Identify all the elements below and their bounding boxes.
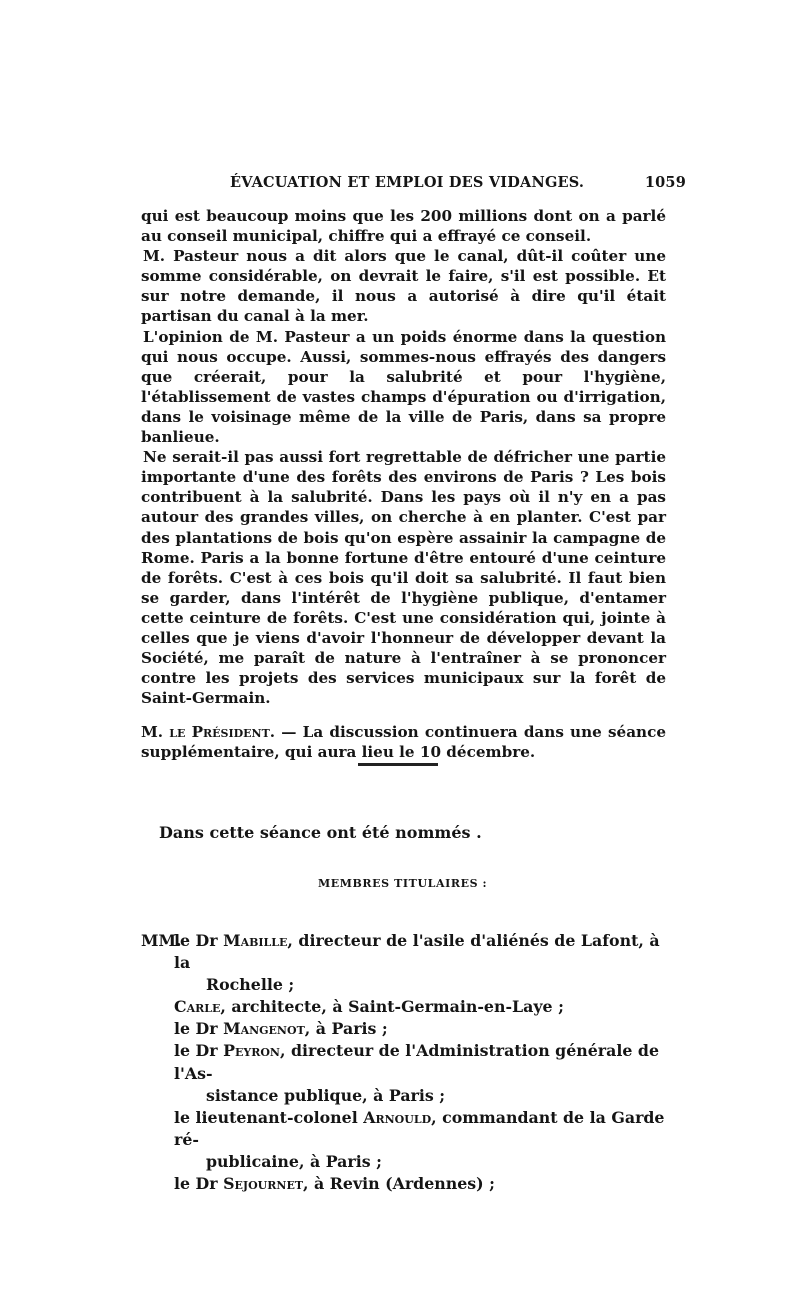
running-header: [230, 174, 686, 198]
body-text: [141, 206, 666, 763]
member-pre: le Dr: [174, 1019, 224, 1039]
members-prefix: MM.: [141, 931, 182, 950]
list-item: [141, 1040, 671, 1106]
members-subheading: MEMBRES TITULAIRES :: [318, 877, 488, 890]
paragraph: M. Pasteur nous a dit alors que le canal, dût-il coûter une somme considérable, on devrait le faire, s'il est possible. Et sur notre demande, il nous a autorisé à dire qu'il était partisan du canal à la mer.: [141, 247, 666, 326]
list-item: [141, 1173, 671, 1195]
member-post: , commandant de la Garde ré-: [174, 1107, 665, 1149]
member-name: Carle: [174, 997, 221, 1017]
list-item: [141, 1018, 671, 1040]
member-name: Peyron: [223, 1041, 280, 1061]
member-pre: le Dr: [174, 1041, 224, 1061]
paragraph: Ne serait-il pas aussi fort regrettable de défricher une partie importante d'une des forêts des environs de Paris ? Les bois contribuent à la salubrité. Dans les pays où il n'y en a pas autour des grandes villes, on cherche à en planter. C'est par des plantations de bois qu'on espère assainir la campagne de Rome. Paris a la bonne fortune d'être entouré d'une ceinture de forêts. C'est à ces bois qu'il doit sa salubrité. Il faut bien se garder, dans l'intérêt de l'hygiène publique, d'entamer cette ceinture de forêts. C'est une considération qui, jointe à celles que je viens d'avoir l'honneur de développer devant la Société, me paraît de nature à l'entraîner à se prononcer contre les projets des services municipaux sur la forêt de Saint-Germain.: [141, 448, 666, 708]
list-item: [141, 1107, 671, 1173]
president-statement: [141, 722, 666, 762]
member-name: Arnould: [363, 1107, 432, 1127]
member-name: Mangenot: [223, 1019, 305, 1039]
member-post: , directeur de l'asile d'aliénés de Lafont, à la: [174, 931, 660, 973]
member-post: , à Paris ;: [304, 1019, 388, 1039]
member-name: Sejournet: [223, 1174, 304, 1194]
member-pre: le lieutenant-colonel: [174, 1107, 364, 1127]
list-item: [141, 996, 671, 1018]
member-cont: publicaine, à Paris ;: [206, 1151, 382, 1171]
member-name: Mabille: [223, 931, 288, 950]
member-cont: Rochelle ;: [206, 975, 295, 995]
member-pre: le Dr: [174, 931, 224, 950]
member-cont: sistance publique, à Paris ;: [206, 1085, 446, 1105]
member-pre: le Dr: [174, 1174, 224, 1194]
paragraph: L'opinion de M. Pasteur a un poids énorme dans la question qui nous occupe. Aussi, sommes-nous effrayés des dangers que créerait, pour la salubrité et pour l'hygiène, l'établissement de vastes champs d'épuration ou d'irrigation, dans le voisinage même de la ville de Paris, dans sa propre banlieue.: [141, 327, 666, 447]
president-text: — La discussion continuera dans une séance supplémentaire, qui aura lieu le 10 décembre.: [141, 723, 667, 762]
members-list: [141, 930, 671, 1195]
paragraph: qui est beaucoup moins que les 200 millions dont on a parlé au conseil municipal, chiffre qui a effrayé ce conseil.: [141, 207, 666, 246]
separator-rule: [358, 763, 438, 766]
nominated-heading: Dans cette séance ont été nommés .: [159, 823, 482, 842]
list-item: [141, 930, 671, 996]
member-post: , architecte, à Saint-Germain-en-Laye ;: [220, 997, 564, 1017]
speaker-name: M. le Président.: [141, 723, 276, 742]
page-number: 1059: [644, 174, 686, 191]
member-post: , directeur de l'Administration générale de l'As-: [174, 1041, 660, 1083]
member-post: , à Revin (Ardennes) ;: [303, 1174, 495, 1194]
header-title: ÉVACUATION ET EMPLOI DES VIDANGES.: [230, 174, 585, 191]
